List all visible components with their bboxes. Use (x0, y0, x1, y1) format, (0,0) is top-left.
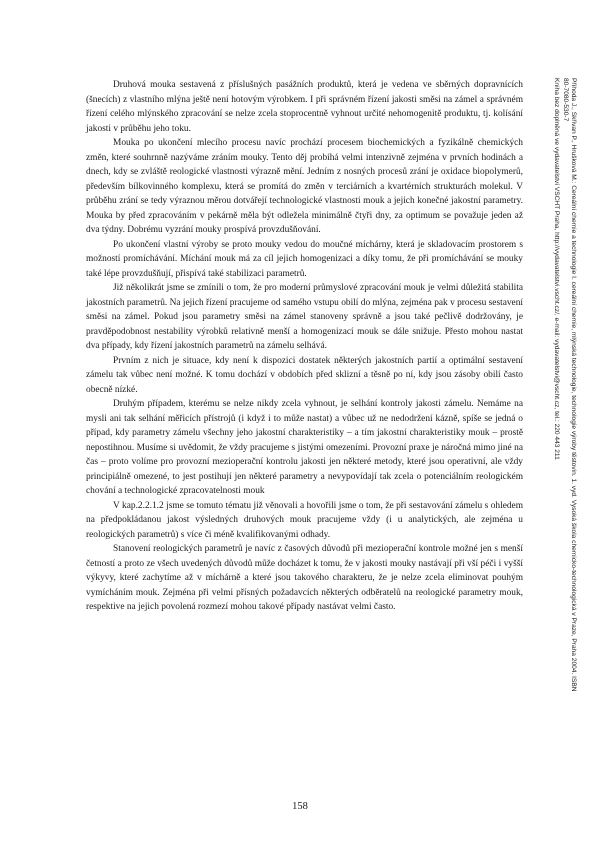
paragraph: Druhová mouka sestavená z příslušných pasážních produktů, která je vedena ve sběrných dopravnících (šnecích) z vlastního mlýna ještě není hotovým výrobkem. I při správném řízení jakosti směsi na zámel a správném řízení celého mlýnského zpracování se nelze zcela stoprocentně vyhnout určité nehomogenitě produktu, tj. kolísání jakosti v průběhu jeho toku. (86, 80, 523, 134)
page-number: 158 (292, 801, 308, 812)
side-citation (552, 78, 577, 810)
paragraph: Již několikrát jsme se zmínili o tom, že pro moderní průmyslové zpracování mouk je velmi důležitá stabilita jakostních parametrů. Na jejich řízení pracujeme od samého vstupu obilí do mlýna, zejména pak v procesu sestavení směsi na zámel. Pokud jsou parametry směsi na zámel stanoveny správně a jsou také pečlivě dodržovány, je pravděpodobnost nestability výrobků relativně menší a homogenizací mouk se dále snižuje. Přesto mohou nastat dva případy, kdy řízení jakostních parametrů na zámelu selhává. (86, 283, 523, 351)
side-citation-line: Příhoda J., Skřivan P., Hrušková M.: Cereální chemie a technologie I. cereální chemie, mlýnská technologie, technologie výroby těstovin. 1. vyd. Vysoká škola chemicko-technologická v Praze, Praha 2004. ISBN (570, 78, 577, 692)
paragraph: V kap.2.2.1.2 jsme se tomuto tématu již věnovali a hovořili jsme o tom, že při sestavování zámelu s ohledem na předpokládanou jakost výsledných druhových mouk pracujeme vždy (i u analytických, ale zejména u reologických parametrů) s více či méně kvalifikovanými odhady. (86, 500, 523, 540)
paragraph: Stanovení reologických parametrů je navíc z časových důvodů při mezioperační kontrole možné jen s menší četností a proto ze všech uvedených důvodů může docházet k tomu, že v jakosti mouky nastávají při vší péči i vyšší výkyvy, které zachytíme až v míchárně a které jsou takového charakteru, že je nelze zcela eliminovat pouhým vymícháním mouk. Zejména při velmi přísných požadavcích některých odběratelů na reologické parametry mouk, respektive na jejich povolená rozmezí mohou takové případy nastávat velmi často. (86, 544, 523, 612)
paragraph: Druhým případem, kterému se nelze nikdy zcela vyhnout, je selhání kontroly jakosti zámelu. Nemáme na mysli ani tak selhání měřicích přístrojů (i když i to může nastat) a vůbec už ne nedodržení kázně, spíše se jedná o případ, kdy parametry zámelu všechny jeho jakostní charakteristiky – a tím jakostní charakteristiky mouk – prostě nepostihnou. Musíme si uvědomit, že vždy pracujeme s jistými omezeními. Provozní praxe je náročná mimo jiné na čas – proto volíme pro provozní mezioperační kontrolu jakosti jen některé metody, které jsou operativní, ale vždy principiálně omezené, to jest postihují jen některé parametry a nevypovídají tak zcela o potenciálním reologickém chování a technologické zpracovatelnosti mouk (86, 399, 523, 496)
page-body (86, 78, 523, 615)
paragraph: Prvním z nich je situace, kdy není k dispozici dostatek některých jakostních partií a optimální sestavení zámelu tak vůbec není možné. K tomu dochází v obdobích před sklizní a těsně po ní, kdy jsou zásoby obilí často obecně nízké. (86, 355, 523, 395)
paragraph: Mouka po ukončení mlecího procesu navíc prochází procesem biochemických a fyzikálně chemických změn, které souhrnně nazýváme zráním mouky. Tento děj probíhá velmi intenzivně zejména v prvních hodinách a dnech, kdy se zvláště reologické vlastnosti výrazně mění. Jedním z nosných procesů zrání je oxidace biopolymerů, především bílkovinného komplexu, která se promítá do změn v terciárních a kvartérních strukturách molekul. V průběhu zrání se tedy výraznou měrou dotvářejí technologické vlastnosti mouk a jejich konečné jakostní parametry. Mouka by před zpracováním v pekárně měla být odležela minimálně čtyři dny, za optimum se považuje jeden až dva týdny. Dobrému vyzrání mouky prospívá provzdušňování. (86, 138, 523, 235)
side-citation-line: Kniha bez doplněná ve vydavatelství VŠCHT Praha, http://vydavatelstvi.vscht.cz/, e-mail: vydavatelstvi@vscht.cz, tel.: 220 443 211 (553, 78, 561, 460)
paragraph: Po ukončení vlastní výroby se proto mouky vedou do moučné míchárny, která je skladovacím prostorem s možností promíchávání. Míchání mouk má za cíl jejich homogenizaci a díky tomu, že při promíchávání se mouky také lépe provzdušňují, přispívá také stabilizaci parametrů. (86, 239, 523, 279)
side-citation-line: 80-7080-530-7 (561, 78, 569, 122)
